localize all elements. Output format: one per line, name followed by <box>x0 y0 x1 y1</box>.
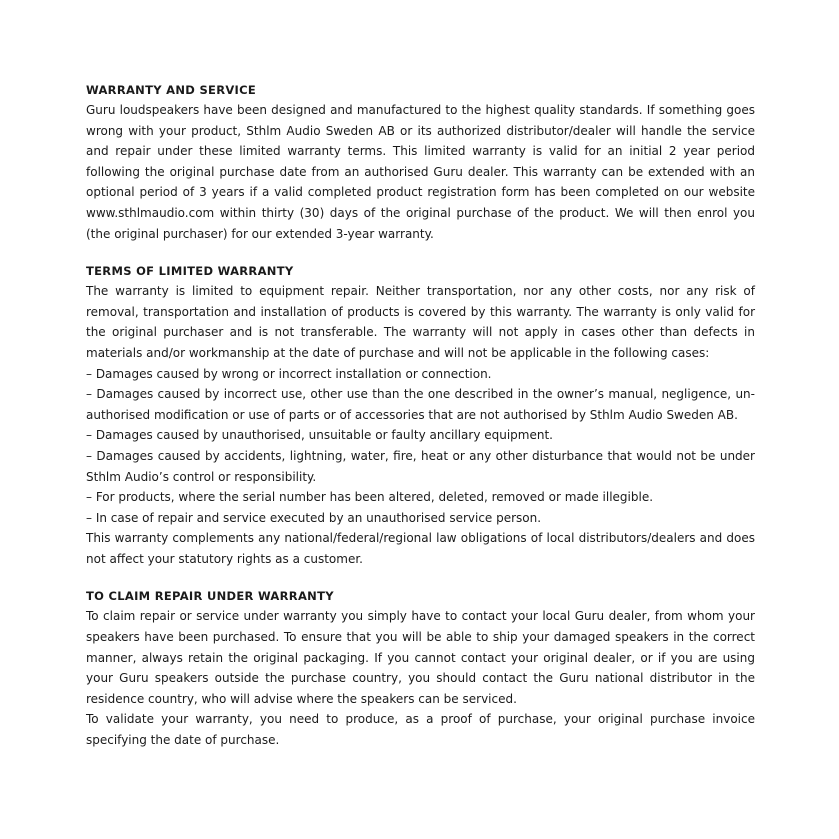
terms-clause: – In case of repair and service executed by an unauthorised service person. <box>86 510 542 525</box>
terms-clause: – Damages caused by incorrect use, other use than the one described in the owner’s manual, negligence, un-authorised modification or use of parts or of accessories that are not authorised by Sthlm Audio Sweden AB. <box>86 387 755 422</box>
heading-warranty-and-service: WARRANTY AND SERVICE <box>86 83 257 97</box>
terms-clause: – For products, where the serial number has been altered, deleted, removed or made illegible. <box>86 490 654 505</box>
terms-intro: The warranty is limited to equipment repair. Neither transportation, nor any other costs, nor any risk of removal, transportation and installation of products is covered by this warranty. The warranty is only valid for the original purchaser and is not transferable. The warranty will not apply in cases other than defects in materials and/or workmanship at the date of purchase and will not be applicable in the following cases: <box>86 284 755 360</box>
terms-clause: – Damages caused by accidents, lightning, water, fire, heat or any other disturbance that would not be under Sthlm Audio’s control or responsibility. <box>86 448 755 484</box>
heading-claim-repair: TO CLAIM REPAIR UNDER WARRANTY <box>86 589 334 604</box>
section-claim-repair <box>86 588 755 750</box>
warranty-body: Guru loudspeakers have been designed and manufactured to the highest quality standards. If something goes wrong with your product, Sthlm Audio Sweden AB or its authorized distributor/dealer will handle the service and repair under these limited warranty terms. This limited warranty is valid for an initial 2 year period following the original purchase date from an authorised Guru dealer. This warranty can be extended with an optional period of 3 years if a valid completed product registration form has been completed on our website www.sthlmaudio.com within thirty (30) days of the original purchase of the product. We will then enrol you (the original purchaser) for our extended 3-year warranty. <box>86 103 755 241</box>
claim-validation: To validate your warranty, you need to produce, as a proof of purchase, your original purchase invoice specifying the date of purchase. <box>86 712 755 748</box>
terms-clause: – Damages caused by unauthorised, unsuitable or faulty ancillary equipment. <box>86 428 553 443</box>
warranty-document <box>86 82 755 770</box>
section-terms-of-limited-warranty <box>86 263 755 569</box>
heading-terms-of-limited-warranty: TERMS OF LIMITED WARRANTY <box>86 264 294 279</box>
section-warranty-and-service <box>86 82 755 244</box>
terms-clause: – Damages caused by wrong or incorrect installation or connection. <box>86 366 492 381</box>
terms-closing: This warranty complements any national/federal/regional law obligations of local distributors/dealers and does not affect your statutory rights as a customer. <box>86 531 755 566</box>
claim-body: To claim repair or service under warranty you simply have to contact your local Guru dealer, from whom your speakers have been purchased. To ensure that you will be able to ship your damaged speakers in the correct manner, always retain the original packaging. If you cannot contact your original dealer, or if you are using your Guru speakers outside the purchase country, you should contact the Guru national distributor in the residence country, who will advise where the speakers can be serviced. <box>86 609 755 706</box>
